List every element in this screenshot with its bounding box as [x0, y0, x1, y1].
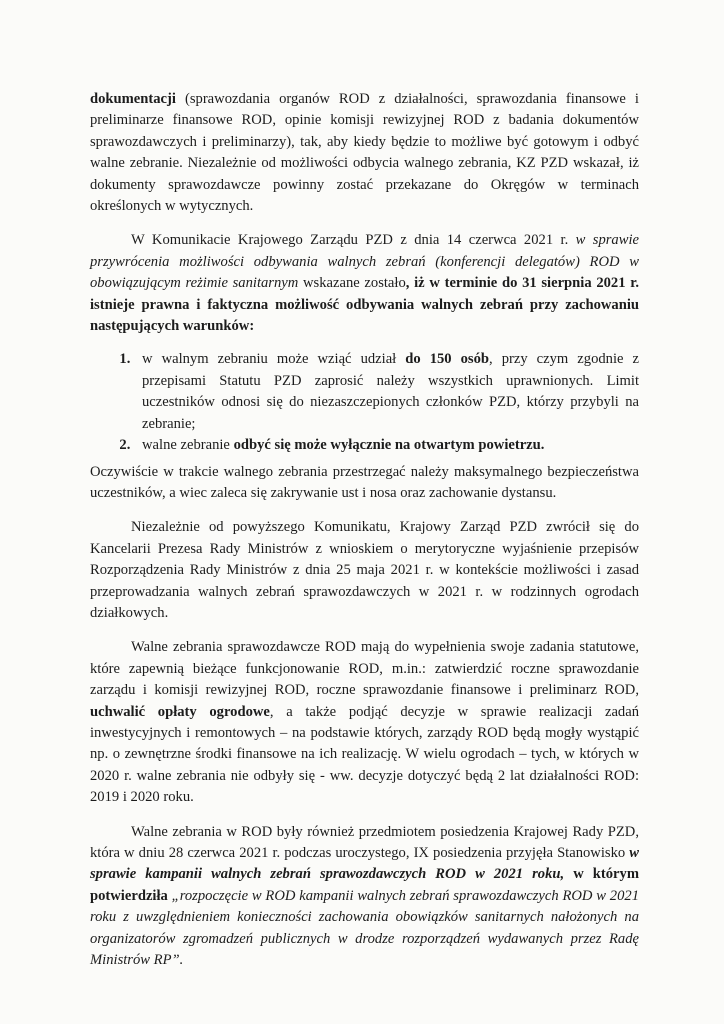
paragraph-5 [90, 637, 639, 808]
list-item [134, 435, 639, 456]
text: W Komunikacie Krajowego Zarządu PZD z dnia 14 czerwca 2021 r. [131, 232, 576, 249]
italic-text: „rozpoczęcie w ROD kampanii walnych zebrań sprawozdawczych ROD w 2021 roku z uwzględnieniem konieczności zachowania obowiązków sanitarnych nałożonych na organizatorów zgromadzeń publicznych w drodze rozporządzeń wydawanych przez Radę Ministrów RP”. [90, 887, 639, 969]
conditions-list [90, 349, 639, 456]
italic-text: w sprawie kampanii walnych zebrań sprawozdawczych ROD w 2021 roku, [90, 845, 639, 883]
text: wskazane zostało [298, 275, 406, 292]
paragraph-3: Oczywiście w trakcie walnego zebrania przestrzegać należy maksymalnego bezpieczeństwa uczestników, a wiec zaleca się zakrywanie ust i nosa oraz zachowanie dystansu. [90, 463, 639, 501]
text: walne zebranie [142, 437, 234, 454]
italic-text: w sprawie przywrócenia możliwości odbywania walnych zebrań (konferencji delegatów) ROD w obowiązującym reżimie sanitarnym [90, 232, 639, 292]
paragraph-1 [90, 89, 639, 217]
text: Walne zebrania sprawozdawcze ROD mają do wypełnienia swoje zadania statutowe, które zapewnią bieżące funkcjonowanie ROD, m.in.: zatwierdzić roczne sprawozdanie zarządu i komisji rewizyjnej ROD, roczne sprawozdanie finansowe i preliminarz ROD, [90, 639, 639, 699]
bold-text: dokumentacji [90, 91, 176, 107]
text: (sprawozdania organów ROD z działalności, sprawozdania finansowe i preliminarze finansowe ROD, opinie komisji rewizyjnej ROD z badania dokumentów sprawozdawczych i preliminarzy), tak, aby kiedy będzie to możliwe być gotowym i odbyć walne zebranie. Niezależnie od możliwości odbycia walnego zebrania, KZ PZD wskazał, iż dokumenty sprawozdawcze powinny zostać przekazane do Okręgów w terminach określonych w wytycznych. [90, 91, 639, 215]
list-item [134, 349, 639, 435]
text: Walne zebrania w ROD były również przedmiotem posiedzenia Krajowej Rady PZD, która w dniu 28 czerwca 2021 r. podczas uroczystego, IX posiedzenia przyjęła Stanowisko [90, 823, 639, 861]
text: , a także podjąć decyzje w sprawie realizacji zadań inwestycyjnych i remontowych – na podstawie których, zarządy ROD będą mogły wystąpić np. o zewnętrzne środki finansowe na ich realizację. W wielu ogrodach – tych, w których w 2020 r. walne zebrania nie odbyły się - ww. decyzje dotyczyć będą 2 lat działalności ROD: 2019 i 2020 roku. [90, 703, 639, 806]
bold-text: w którym potwierdziła [90, 866, 639, 904]
text: , przy czym zgodnie z przepisami Statutu PZD zaprosić należy wszystkich uprawnionych. Limit uczestników odnosi się do niezaszczepionych członków PZD, którzy przybyli na zebranie; [142, 351, 640, 432]
bold-text: uchwalić opłaty ogrodowe [90, 703, 270, 720]
bold-text: do 150 osób [405, 351, 490, 368]
paragraph-2 [90, 230, 639, 337]
text: w walnym zebraniu może wziąć udział [142, 351, 406, 368]
bold-text: odbyć się może wyłącznie na otwartym powietrzu. [233, 437, 545, 454]
paragraph-4: Niezależnie od powyższego Komunikatu, Krajowy Zarząd PZD zwrócił się do Kancelarii Prezesa Rady Ministrów z wnioskiem o merytoryczne wyjaśnienie przepisów Rozporządzenia Rady Ministrów z dnia 25 maja 2021 r. w kontekście możliwości i zasad przeprowadzania walnych zebrań sprawozdawczych w 2021 r. w rodzinnych ogrodach działkowych. [90, 519, 639, 621]
paragraph-6 [90, 822, 639, 972]
bold-text: , iż w terminie do 31 sierpnia 2021 r. istnieje prawna i faktyczna możliwość odbywania walnych zebrań przy zachowaniu następujących warunków: [90, 275, 640, 335]
